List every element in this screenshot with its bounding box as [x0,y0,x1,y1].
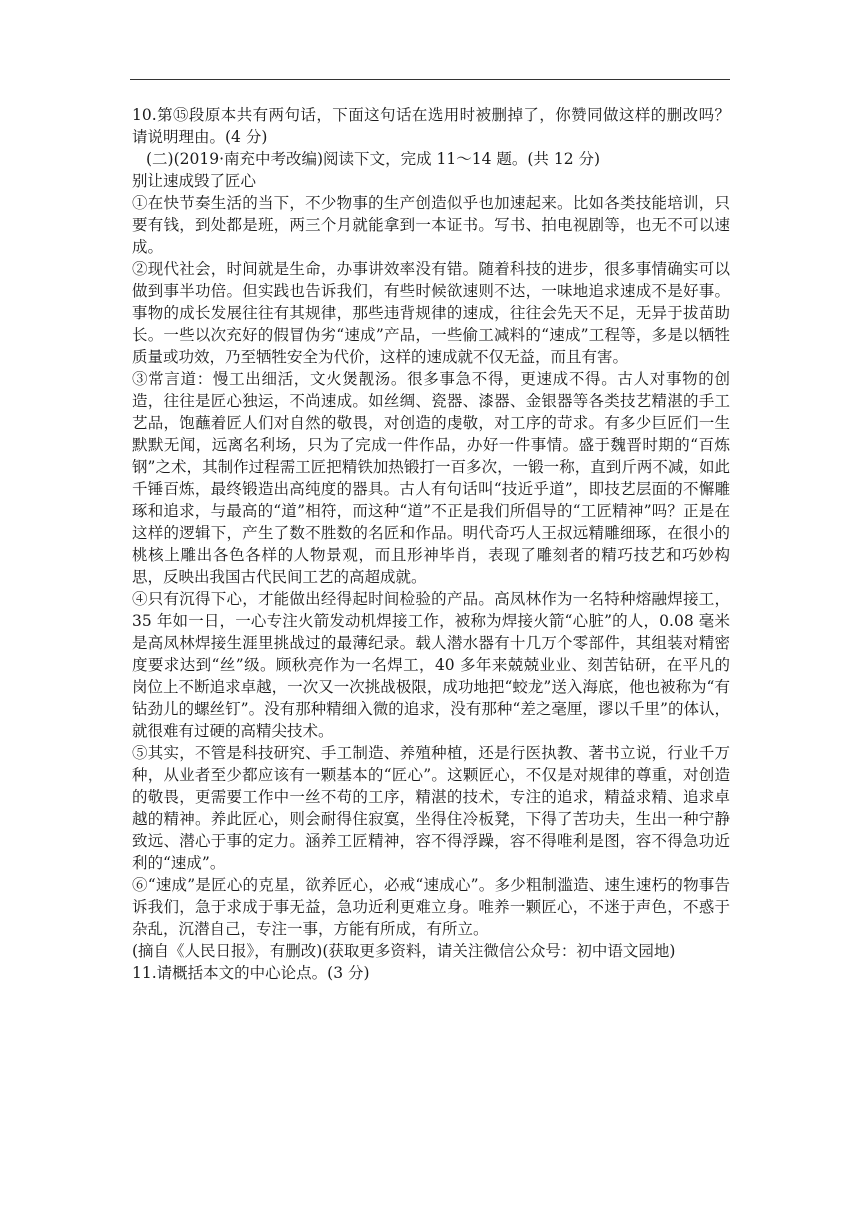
paragraph-6: ⑥“速成”是匠心的克星，欲养匠心，必戒“速成心”。多少粗制滥造、速生速朽的物事告诉我们，急于求成于事无益，急功近利更难立身。唯养一颗匠心，不迷于声色，不惑于杂乱，沉潜自己，专注一事，方能有所成，有所立。 [132,876,730,938]
question-11: 11.请概括本文的中心论点。(3 分) [132,964,370,982]
article-title: 别让速成毁了匠心 [132,172,257,190]
paragraph-5: ⑤其实，不管是科技研究、手工制造、养殖种植，还是行医执教、著书立说，行业千万种，从业者至少都应该有一颗基本的“匠心”。这颗匠心，不仅是对规律的尊重，对创造的敬畏，更需要工作中一丝不苟的工序，精湛的技术，专注的追求，精益求精、追求卓越的精神。养此匠心，则会耐得住寂寞，坐得住冷板凳，下得了苦功夫，生出一种宁静致远、潜心于事的定力。涵养工匠精神，容不得浮躁，容不得唯利是图，容不得急功近利的“速成”。 [132,744,730,872]
section-header: (二)(2019·南充中考改编)阅读下文，完成 11～14 题。(共 12 分) [146,150,601,168]
header-rule [130,79,730,80]
paragraph-3: ③常言道：慢工出细活，文火煲靓汤。很多事急不得，更速成不得。古人对事物的创造，往往是匠心独运，不尚速成。如丝绸、瓷器、漆器、金银器等各类技艺精湛的手工艺品，饱蘸着匠人们对自然的敬畏，对创造的虔敬，对工序的苛求。有多少巨匠们一生默默无闻，远离名利场，只为了完成一件作品，办好一件事情。盛于魏晋时期的“百炼钢”之术，其制作过程需工匠把精铁加热锻打一百多次，一锻一称，直到斤两不减，如此千锤百炼，最终锻造出高纯度的器具。古人有句话叫“技近乎道”，即技艺层面的不懈雕琢和追求，与最高的“道”相符，而这种“道”不正是我们所倡导的“工匠精神”吗？正是在这样的逻辑下，产生了数不胜数的名匠和作品。明代奇巧人王叔远精雕细琢，在很小的桃核上雕出各色各样的人物景观，而且形神毕肖，表现了雕刻者的精巧技艺和巧妙构思，反映出我国古代民间工艺的高超成就。 [132,370,730,586]
paragraph-1: ①在快节奏生活的当下，不少物事的生产创造似乎也加速起来。比如各类技能培训，只要有钱，到处都是班，两三个月就能拿到一本证书。写书、拍电视剧等，也无不可以速成。 [132,194,730,256]
paragraph-2: ②现代社会，时间就是生命，办事讲效率没有错。随着科技的进步，很多事情确实可以做到事半功倍。但实践也告诉我们，有些时候欲速则不达，一味地追求速成不是好事。事物的成长发展往往有其规律，那些违背规律的速成，往往会先天不足，无异于拔苗助长。一些以次充好的假冒伪劣“速成”产品，一些偷工减料的“速成”工程等，多是以牺牲质量或功效，乃至牺牲安全为代价，这样的速成就不仅无益，而且有害。 [132,260,730,366]
source-note: (摘自《人民日报》，有删改)(获取更多资料，请关注微信公众号：初中语文园地) [132,942,676,960]
paragraph-4: ④只有沉得下心，才能做出经得起时间检验的产品。高凤林作为一名特种熔融焊接工，35 年如一日，一心专注火箭发动机焊接工作，被称为焊接火箭“心脏”的人，0.08 毫米是高凤林焊接生涯里挑战过的最薄纪录。载人潜水器有十几万个零部件，其组装对精密度要求达到“丝”级。顾秋亮作为一名焊工，40 多年来兢兢业业、刻苦钻研，在平凡的岗位上不断追求卓越，一次又一次挑战极限，成功地把“蛟龙”送入海底，他也被称为“有钻劲儿的螺丝钉”。没有那种精细入微的追求，没有那种“差之毫厘，谬以千里”的体认，就很难有过硬的高精尖技术。 [132,590,730,740]
document-body [132,104,730,984]
question-10: 10.第⑮段原本共有两句话，下面这句话在选用时被删掉了，你赞同做这样的删改吗？请说明理由。(4 分) [132,106,730,146]
